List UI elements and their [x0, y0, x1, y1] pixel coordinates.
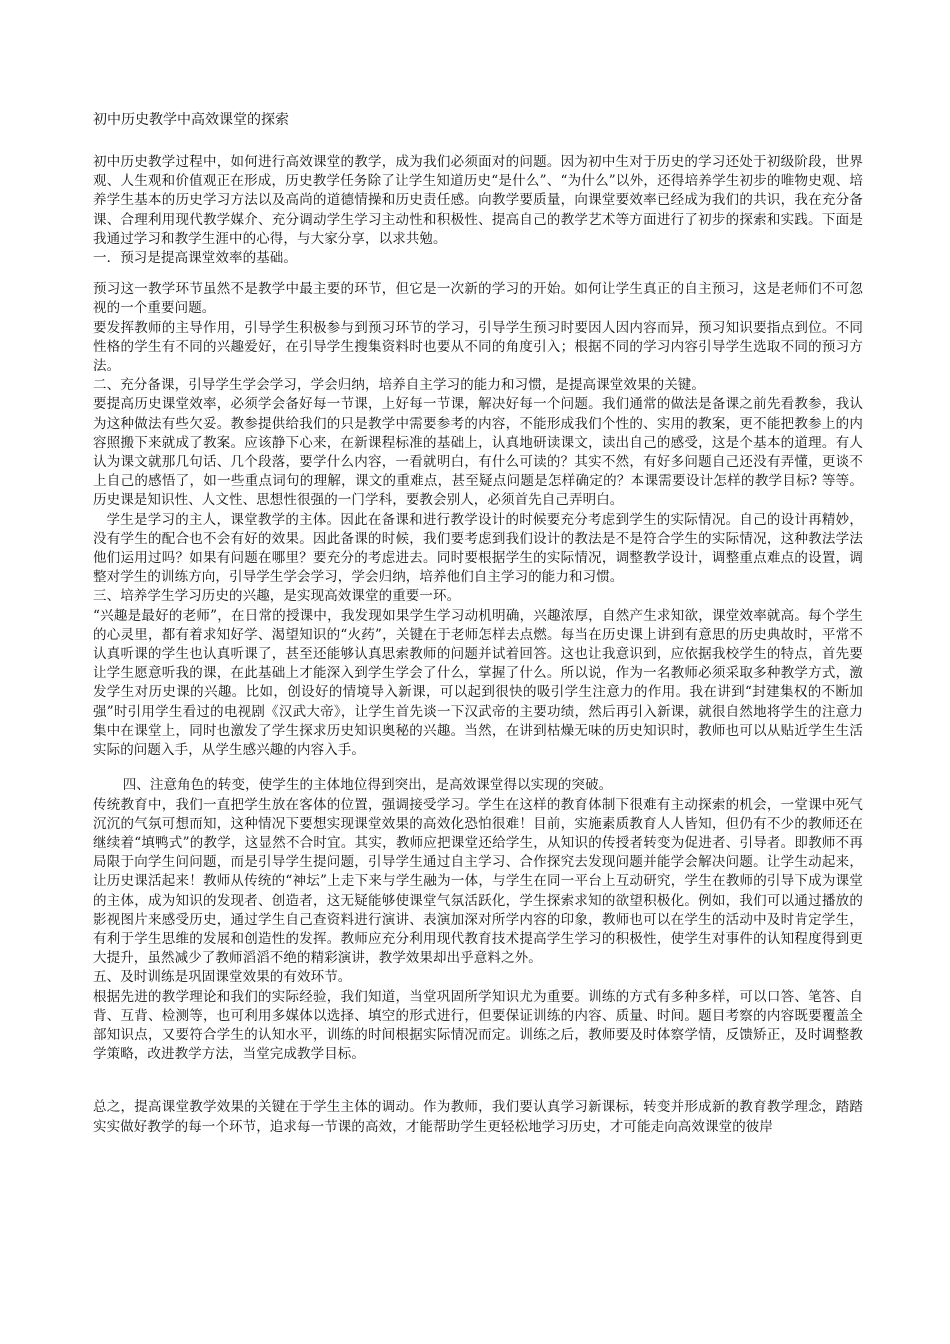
section-5-heading: 五、及时训练是巩固课堂效果的有效环节。	[93, 969, 352, 986]
section-2-heading: 二、充分备课，引导学生学会学习，学会归纳，培养自主学习的能力和习惯，是提高课堂效果的关键。	[93, 377, 705, 394]
conclusion-paragraph: 总之，提高课堂教学效果的关键在于学生主体的调动。作为教师，我们要认真学习新课标，转变并形成新的教育教学理念，踏踏实实做好教学的每一个环节，追求每一节课的高效，才能帮助学生更轻松地学习历史，才可能走向高效课堂的彼岸	[93, 1099, 863, 1135]
intro-paragraph: 初中历史教学过程中，如何进行高效课堂的教学，成为我们必须面对的问题。因为初中生对于历史的学习还处于初级阶段，世界观、人生观和价值观正在形成，历史教学任务除了让学生知道历史“是什么”、“为什么”以外，还得培养学生初步的唯物史观、培养学生基本的历史学习方法以及高尚的道德情操和历史责任感。向教学要质量，向课堂要效率已经成为我们的共识，我在充分备课、合理利用现代教学媒介、充分调动学生学习主动性和积极性、提高自己的教学艺术等方面进行了初步的探索和实践。下面是我通过学习和教学生涯中的心得，与大家分享，以求共勉。	[93, 154, 863, 247]
section-4-paragraph-1: 传统教育中，我们一直把学生放在客体的位置，强调接受学习。学生在这样的教育体制下很难有主动探索的机会，一堂课中死气沉沉的气氛可想而知，这种情况下要想实现课堂效果的高效化恐怕很难！目前，实施素质教育人人皆知，但仍有不少的教师还在继续着“填鸭式”的教学，这显然不合时宜。其实，教师应把课堂还给学生，从知识的传授者转变为促进者、引导者。即教师不再局限于向学生问问题，而是引导学生提问题，引导学生通过自主学习、合作探究去发现问题并能学会解决问题。让学生动起来，让历史课活起来！教师从传统的“神坛”上走下来与学生融为一体，与学生在同一平台上互动研究，学生在教师的引导下成为课堂的主体，成为知识的发现者、创造者，这无疑能够使课堂气氛活跃化，学生探索求知的欲望积极化。例如，我们可以通过播放的影视图片来感受历史，通过学生自己查资料进行演讲、表演加深对所学内容的印象，教师也可以在学生的活动中及时肯定学生，有利于学生思维的发展和创造性的发挥。教师应充分利用现代教育技术提高学生学习的积极性，使学生对事件的认知程度得到更大提升，虽然减少了教师滔滔不绝的精彩演讲，教学效果却出乎意料之外。	[93, 796, 863, 967]
document-body	[93, 153, 863, 1137]
section-4-heading: 四、注意角色的转变，使学生的主体地位得到突出，是高效课堂得以实现的突破。	[122, 777, 613, 794]
section-2-paragraph-1: 要提高历史课堂效率，必须学会备好每一节课，上好每一节课，解决好每一个问题。我们通常的做法是备课之前先看教参，我认为这种做法有些欠妥。教参提供给我们的只是教学中需要参考的内容，不能形成我们个性的、实用的教案，更不能把教参上的内容照搬下来就成了教案。应该静下心来，在新课程标准的基础上，认真地研读课文，读出自己的感受，这是个基本的道理。有人认为课文就那几句话、几个段落，要学什么内容，一看就明白，有什么可读的？其实不然，有好多问题自己还没有弄懂，更谈不上自己的感悟了，如一些重点词句的理解，课文的重难点，甚至疑点问题是怎样确定的？本课需要设计怎样的教学目标? 等等。历史课是知识性、人文性、思想性很强的一门学科，要教会别人，必须首先自己弄明白。	[93, 396, 863, 509]
section-5-paragraph-1: 根据先进的教学理论和我们的实际经验，我们知道，当堂巩固所学知识尤为重要。训练的方式有多种多样，可以口答、笔答、自背、互背、检测等，也可利用多媒体以选择、填空的形式进行，但要保证训练的内容、质量、时间。题目考察的内容既要覆盖全部知识点，又要符合学生的认知水平，训练的时间根据实际情况而定。训练之后，教师要及时体察学情，反馈矫正，及时调整教学策略，改进教学方法，当堂完成教学目标。	[93, 988, 863, 1063]
section-3-heading: 三、培养学生学习历史的兴趣，是实现高效课堂的重要一环。	[93, 588, 461, 605]
section-1-paragraph-2: 要发挥教师的主导作用，引导学生积极参与到预习环节的学习，引导学生预习时要因人因内容而异，预习知识要指点到位。不同性格的学生有不同的兴趣爱好，在引导学生搜集资料时也要从不同的角度引入；根据不同的学习内容引导学生选取不同的预习方法。	[93, 319, 863, 375]
section-2-paragraph-2: 学生是学习的主人，课堂教学的主体。因此在备课和进行教学设计的时候要充分考虑到学生的实际情况。自己的设计再精妙，没有学生的配合也不会有好的效果。因此备课的时候，我们要考虑到我们设计的教法是不是符合学生的实际情况，这种教法学法他们运用过吗？如果有问题在哪里？要充分的考虑进去。同时要根据学生的实际情况，调整教学设计，调整重点难点的设置，调整对学生的训练方向，引导学生学会学习，学会归纳，培养他们自主学习的能力和习惯。	[93, 511, 863, 586]
document-title: 初中历史教学中高效课堂的探索	[93, 112, 289, 128]
section-1-paragraph-1: 预习这一教学环节虽然不是教学中最主要的环节，但它是一次新的学习的开始。如何让学生真正的自主预习，这是老师们不可忽视的一个重要问题。	[93, 281, 863, 317]
section-1-heading: 一．预习是提高课堂效率的基础。	[93, 250, 297, 267]
section-3-paragraph-1: “兴趣是最好的老师”，在日常的授课中，我发现如果学生学习动机明确，兴趣浓厚，自然产生求知欲，课堂效率就高。每个学生的心灵里，都有着求知好学、渴望知识的“火药”，关键在于老师怎样去点燃。每当在历史课上讲到有意思的历史典故时，平常不认真听课的学生也认真听课了，甚至还能够认真思索教师的问题并试着回答。这也让我意识到，应依据我校学生的特点，首先要让学生愿意听我的课，在此基础上才能深入到学生学会了什么，掌握了什么。所以说，作为一名教师必须采取多种教学方式，激发学生对历史课的兴趣。比如，创设好的情境导入新课，可以起到很快的吸引学生注意力的作用。我在讲到“封建集权的不断加强”时引用学生看过的电视剧《汉武大帝》，让学生首先谈一下汉武帝的主要功绩，然后再引入新课，就很自然地将学生的注意力集中在课堂上，同时也激发了学生探求历史知识奥秘的兴趣。当然，在讲到枯燥无味的历史知识时，教师也可以从贴近学生生活实际的问题入手，从学生感兴趣的内容入手。	[93, 607, 863, 759]
